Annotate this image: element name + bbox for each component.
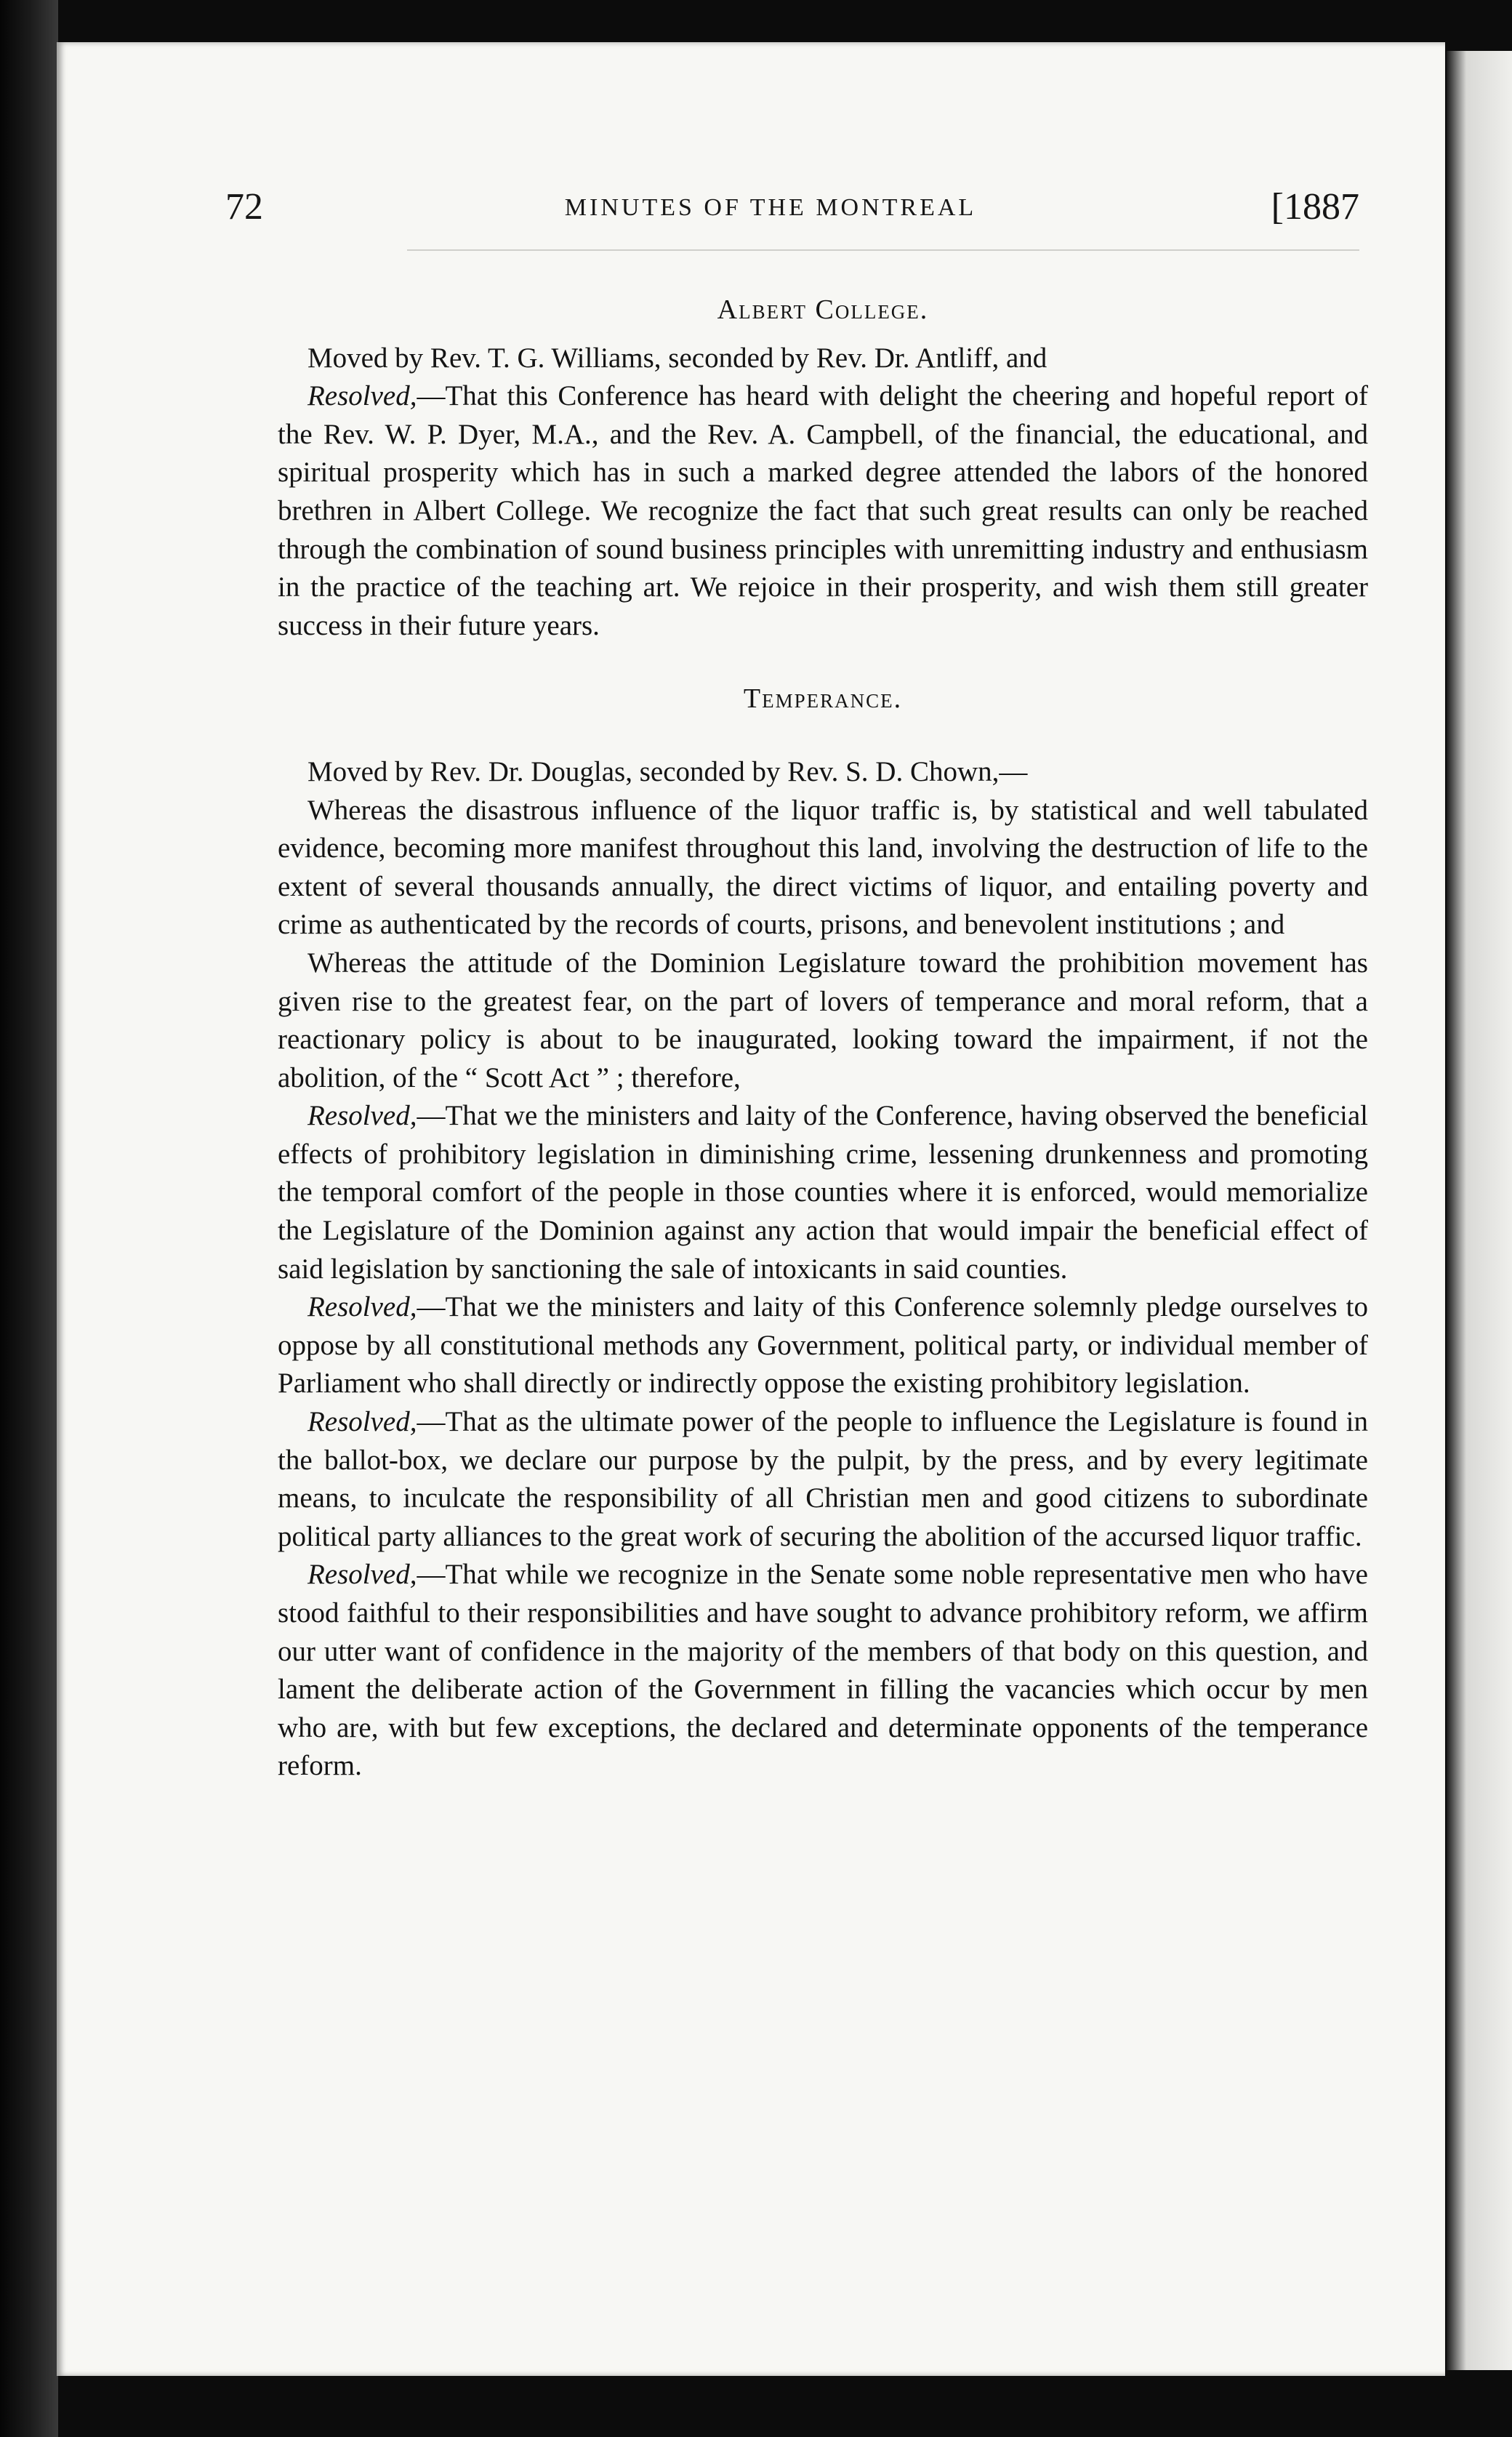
paragraph-lead: Resolved,: [307, 1406, 417, 1438]
paragraph-lead: Resolved,: [307, 380, 417, 412]
paragraph-lead: Resolved,: [307, 1100, 417, 1132]
section-heading-albert-college: Albert College.: [717, 294, 929, 325]
resolution-paragraph: [278, 377, 1368, 645]
header-year: [1887: [1271, 186, 1359, 228]
motion-paragraph: [278, 340, 1368, 378]
resolution-paragraph: [278, 1288, 1368, 1403]
paragraph-text: —That we the ministers and laity of the Conference, having observed the beneficial effects of prohibitory legislation in diminishing crime, lessening drunkenness and promoting the temporal comfort of the people in those counties where it is enforced, would memorialize the Legislature of the Dominion against any action that would impair the beneficial effect of said legislation by sanctioning the sale of intoxicants in said counties.: [278, 1100, 1368, 1285]
paragraph-text: Moved by Rev. T. G. Williams, seconded by Rev. Dr. Antliff, and: [307, 342, 1047, 374]
running-title: MINUTES OF THE MONTREAL: [564, 194, 977, 221]
resolution-paragraph: [278, 1403, 1368, 1556]
paragraph-text: —That as the ultimate power of the people to influence the Legislature is found in the ballot-box, we declare our purpose by the pulpit, by the press, and by every legitimate means, to inculcate the responsibility of all Christian men and good citizens to subordinate political party alliances to the great work of securing the abolition of the accursed liquor traffic.: [278, 1406, 1368, 1552]
paragraph-text: Moved by Rev. Dr. Douglas, seconded by Rev. S. D. Chown,—: [307, 755, 1028, 787]
paragraph-lead: Resolved,: [307, 1559, 417, 1591]
whereas-paragraph: [278, 792, 1368, 944]
page-number: 72: [225, 186, 263, 228]
whereas-paragraph: [278, 944, 1368, 1097]
scan-right-edge: [1447, 51, 1512, 2370]
paragraph-text: Whereas the attitude of the Dominion Legislature toward the prohibition movement has given rise to the greatest fear, on the part of lovers of temperance and moral reform, that a reactionary policy is about to be inaugurated, looking toward the impairment, if not the abolition, of the “ Scott Act ” ; therefore,: [278, 947, 1368, 1093]
scan-left-edge: [0, 0, 58, 2437]
paragraph-text: Whereas the disastrous influence of the liquor traffic is, by statistical and well tabulated evidence, becoming more manifest throughout this land, involving the destruction of life to the extent of several thousands annually, the direct victims of liquor, and entailing poverty and crime as authenticated by the records of courts, prisons, and benevolent institutions ; and: [278, 794, 1368, 941]
header-rule: [407, 249, 1359, 251]
motion-paragraph: [278, 753, 1368, 792]
paragraph-lead: Resolved,: [307, 1291, 417, 1323]
resolution-paragraph: [278, 1097, 1368, 1288]
paragraph-text: —That this Conference has heard with delight the cheering and hopeful report of the Rev. W. P. Dyer, M.A., and the Rev. A. Campbell, of the financial, the educational, and spiritual prosperity which has in such a marked degree attended the labors of the honored brethren in Albert College. We recognize the fact that such great results can only be reached through the combination of sound business principles with unremitting industry and enthusiasm in the practice of the teaching art. We rejoice in their prosperity, and wish them still greater success in their future years.: [278, 380, 1368, 641]
page-header: [167, 185, 1374, 236]
page-body: [278, 291, 1368, 1786]
paragraph-text: —That while we recognize in the Senate some noble representative men who have stood faithful to their responsibilities and have sought to advance prohibitory reform, we affirm our utter want of confidence in the majority of the members of that body on this question, and lament the deliberate action of the Government in filling the vacancies which occur by men who are, with but few exceptions, the declared and determinate opponents of the temperance reform.: [278, 1559, 1368, 1782]
paragraph-text: —That we the ministers and laity of this Conference solemnly pledge ourselves to oppose by all constitutional methods any Government, political party, or individual member of Parliament who shall directly or indirectly oppose the existing prohibitory legislation.: [278, 1291, 1368, 1400]
resolution-paragraph: [278, 1556, 1368, 1786]
section-heading-temperance: Temperance.: [743, 683, 903, 715]
